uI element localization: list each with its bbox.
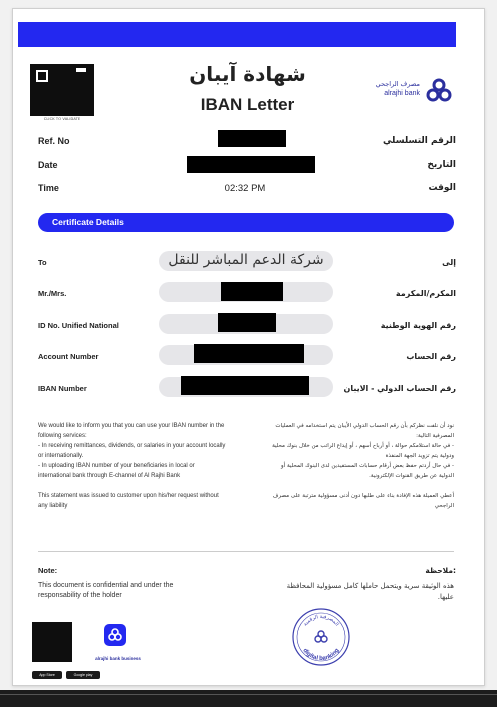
iban-number-redacted [181, 376, 309, 395]
info-ar-bullet-2: - في حال أردتم حفظ بعض أرقام حسابات المستفيدين لدى البنوك المحلية أو الدولية عن طريق القنوات الإلكترونية. [281, 463, 454, 479]
business-app-label: alrajhi bank business [95, 656, 141, 661]
time-label-arabic: الوقت [428, 183, 456, 193]
top-brand-bar [18, 22, 456, 47]
bank-name-arabic: مصرف الراجحي [375, 80, 420, 88]
certificate-details-header [38, 213, 454, 232]
app-qr-code-redacted[interactable] [32, 622, 72, 662]
title-arabic: شهادة آيبان [189, 62, 306, 86]
note-text-arabic: هذه الوثيقة سرية ويتحمل حاملها كامل مسؤولية المحافظة عليها. [286, 582, 454, 601]
note-label-arabic: ملاحظة: [425, 566, 456, 575]
id-number-redacted [218, 313, 276, 332]
info-en-intro: We would like to inform you that you can use your IBAN number in the following services: [38, 423, 225, 439]
note-text-english: This document is confidential and under the responsability of the holder [38, 582, 174, 599]
field-label-id-no: ID No. Unified National [38, 321, 119, 330]
alrajhi-business-logo-icon [104, 624, 126, 646]
field-label-account-number: Account Number [38, 352, 99, 361]
ref-no-value-redacted [218, 130, 286, 147]
section-divider [38, 551, 454, 552]
field-label-mr-mrs: Mr./Mrs. [38, 289, 67, 298]
svg-text:المصرفية الرقمية [302, 614, 340, 627]
google-play-badge[interactable]: Google play [66, 671, 100, 679]
stamp-english-text: digital banking [301, 647, 341, 662]
ref-no-label-arabic: الرقم التسلسلي [382, 136, 456, 146]
click-to-validate-label: CLICK TO VALIDATE [43, 117, 81, 121]
customer-name-redacted [221, 282, 283, 301]
field-label-to: To [38, 258, 47, 267]
date-label: Date [38, 160, 58, 170]
info-ar-intro: نود أن نلفت نظركم بأن رقم الحساب الدولي الأيبان يتم استخدامه في العمليات المصرفية التالية: [275, 423, 454, 439]
svg-text:digital banking [301, 647, 340, 662]
info-en-bullet-2: - In uploading IBAN number of your beneficiaries in local or international bank through E-channel of Al Rajhi Bank [38, 463, 195, 479]
stamp-arabic-text: المصرفية الرقمية [302, 613, 340, 628]
certificate-details-title: Certificate Details [52, 217, 124, 227]
field-label-iban: IBAN Number [38, 384, 87, 393]
bank-name-english: alrajhi bank [384, 90, 420, 97]
field-label-mr-mrs-arabic: المكرم/المكرمة [395, 289, 456, 298]
info-en-disclaimer: This statement was issued to customer upon his/her request without any liability [38, 493, 219, 509]
field-label-id-no-arabic: رقم الهوية الوطنية [380, 321, 456, 330]
recipient-name: شركة الدعم المباشر للنقل [168, 252, 324, 268]
bottom-dark-band [0, 690, 497, 707]
date-value-redacted [187, 156, 315, 173]
info-paragraph-arabic [270, 421, 454, 511]
stamp-logo-icon [315, 631, 327, 642]
info-paragraph-english [38, 421, 228, 511]
alrajhi-logo-icon [424, 76, 454, 106]
note-label-english: Note: [38, 566, 58, 575]
app-store-badge[interactable]: App Store [32, 671, 62, 679]
info-ar-bullet-1: - في حالة استلامكم حوالة ، أو أرباح أسهم ، أو إيداع الراتب من خلال بنوك محلية ودولية يتم تزويد الجهة المنفذة [272, 443, 454, 459]
info-en-bullet-1: - In receiving remittances, dividends, or salaries in your account locally or internationally. [38, 443, 226, 459]
ref-no-label: Ref. No [38, 136, 70, 146]
alrajhi-business-app-icon[interactable] [104, 624, 126, 646]
date-label-arabic: التاريخ [427, 160, 456, 170]
title-english: IBAN Letter [200, 95, 295, 114]
bank-logo [370, 76, 456, 116]
info-ar-disclaimer: أعطي العميلة هذه الإفادة بناء على طلبها دون أدنى مسؤولية مترتبة على مصرف الراجحي [272, 493, 454, 509]
time-label: Time [38, 183, 59, 193]
time-value: 02:32 PM [224, 183, 266, 194]
field-value-to [159, 251, 333, 271]
digital-banking-stamp [290, 606, 352, 668]
account-number-redacted [194, 344, 304, 363]
field-label-account-number-arabic: رقم الحساب [406, 352, 456, 361]
field-label-iban-arabic: رقم الحساب الدولي - الايبان [343, 384, 456, 393]
qr-code-redacted[interactable] [30, 64, 94, 116]
field-label-to-arabic: إلى [442, 258, 456, 267]
